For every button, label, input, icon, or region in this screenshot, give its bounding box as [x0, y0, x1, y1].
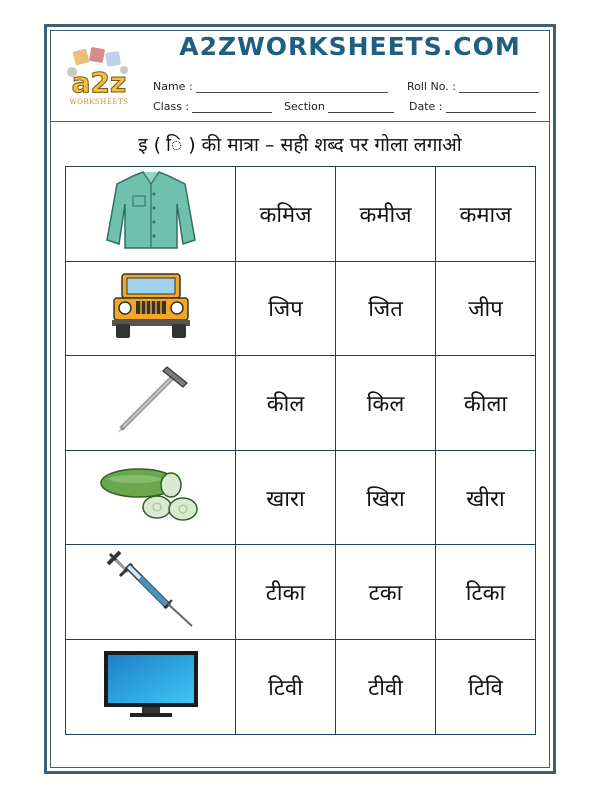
- word-option[interactable]: जित: [336, 261, 436, 356]
- picture-cell: [66, 261, 236, 356]
- word-option[interactable]: जीप: [436, 261, 536, 356]
- worksheet-table: [65, 166, 536, 735]
- word-option[interactable]: टिवी: [236, 639, 336, 734]
- word-option[interactable]: टीका: [236, 545, 336, 640]
- date-blank[interactable]: [446, 102, 536, 113]
- date-field: [409, 100, 536, 113]
- class-blank[interactable]: [192, 102, 272, 113]
- word-option[interactable]: किल: [336, 356, 436, 451]
- picture-cell: [66, 450, 236, 545]
- word-option[interactable]: टीवी: [336, 639, 436, 734]
- table-row: [66, 639, 536, 734]
- name-blank[interactable]: [196, 82, 388, 93]
- word-option[interactable]: खीरा: [436, 450, 536, 545]
- word-option[interactable]: कमिज: [236, 167, 336, 262]
- table-row: [66, 261, 536, 356]
- table-row: [66, 450, 536, 545]
- section-field: [284, 100, 394, 113]
- roll-label: Roll No. :: [407, 80, 456, 93]
- section-blank[interactable]: [328, 102, 394, 113]
- picture-cell: [66, 167, 236, 262]
- name-field: [153, 80, 388, 93]
- site-title: A2ZWORKSHEETS.COM: [179, 32, 521, 61]
- picture-cell: [66, 545, 236, 640]
- name-label: Name :: [153, 80, 193, 93]
- roll-field: [407, 80, 539, 93]
- section-label: Section: [284, 100, 325, 113]
- word-option[interactable]: टका: [336, 545, 436, 640]
- date-label: Date :: [409, 100, 443, 113]
- word-option[interactable]: टिवि: [436, 639, 536, 734]
- word-option[interactable]: कीला: [436, 356, 536, 451]
- header-divider: [50, 121, 550, 122]
- class-field: [153, 100, 272, 113]
- word-option[interactable]: खारा: [236, 450, 336, 545]
- a2z-logo: [60, 46, 138, 108]
- word-option[interactable]: कील: [236, 356, 336, 451]
- word-option[interactable]: जिप: [236, 261, 336, 356]
- logo-subtext: WORKSHEETS: [69, 98, 129, 106]
- table-row: [66, 356, 536, 451]
- jeep-icon: [110, 270, 192, 340]
- nail-icon: [113, 365, 189, 435]
- tv-icon: [102, 649, 200, 719]
- logo-text: a2z: [71, 66, 127, 99]
- syringe-icon: [106, 550, 196, 628]
- word-option[interactable]: कमीज: [336, 167, 436, 262]
- word-option[interactable]: खिरा: [336, 450, 436, 545]
- cucumber-icon: [99, 465, 203, 525]
- table-row: [66, 545, 536, 640]
- shirt-icon: [103, 170, 199, 252]
- instruction-text: इ ( ि ) की मात्रा – सही शब्द पर गोला लगाओ: [138, 134, 462, 156]
- word-option[interactable]: टिका: [436, 545, 536, 640]
- picture-cell: [66, 639, 236, 734]
- class-label: Class :: [153, 100, 190, 113]
- word-option[interactable]: कमाज: [436, 167, 536, 262]
- table-row: [66, 167, 536, 262]
- roll-blank[interactable]: [459, 82, 539, 93]
- picture-cell: [66, 356, 236, 451]
